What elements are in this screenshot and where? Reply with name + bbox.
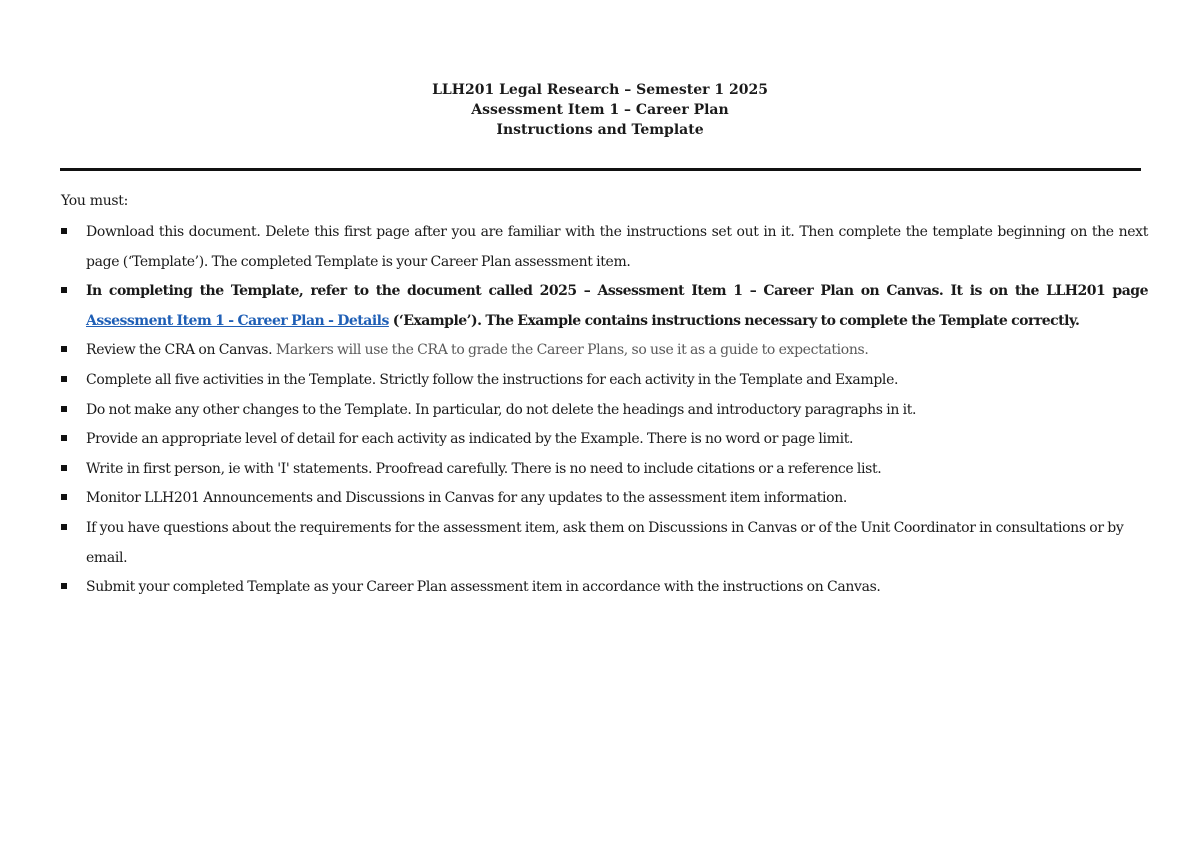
item-text: Provide an appropriate level of detail for each activity as indicated by the Example. There is no word or page limit.: [86, 431, 854, 448]
square-bullet-icon: [61, 346, 67, 352]
list-item: [60, 218, 1148, 277]
list-item: [60, 336, 1148, 366]
intro-text: You must:: [61, 193, 129, 209]
list-item: [60, 514, 1148, 573]
square-bullet-icon: [61, 465, 67, 471]
list-item: [60, 573, 1148, 603]
square-bullet-icon: [61, 228, 67, 234]
list-item: [60, 396, 1148, 426]
item-text: Do not make any other changes to the Template. In particular, do not delete the headings and introductory paragraphs in it.: [86, 401, 917, 418]
list-item: [60, 455, 1148, 485]
item-text: Write in first person, ie with 'I' statements. Proofread carefully. There is no need to include citations or a reference list.: [86, 460, 882, 477]
square-bullet-icon: [61, 494, 67, 500]
item-text: Monitor LLH201 Announcements and Discussions in Canvas for any updates to the assessment item information.: [86, 490, 848, 507]
item-text: Complete all five activities in the Template. Strictly follow the instructions for each activity in the Template and Example.: [86, 371, 899, 388]
list-item: [60, 484, 1148, 514]
list-item: [60, 366, 1148, 396]
square-bullet-icon: [61, 435, 67, 441]
item-text-muted: Markers will use the CRA to grade the Career Plans, so use it as a guide to expectations.: [275, 342, 869, 359]
item-text: Submit your completed Template as your Career Plan assessment item in accordance with the instructions on Canvas.: [86, 579, 881, 596]
item-text: If you have questions about the requirements for the assessment item, ask them on Discussions in Canvas or of the Unit Coordinator in consultations or by email.: [86, 519, 1124, 566]
square-bullet-icon: [61, 376, 67, 382]
square-bullet-icon: [61, 583, 67, 589]
assessment-details-link[interactable]: Assessment Item 1 - Career Plan - Details: [86, 312, 389, 329]
item-text: Review the CRA on Canvas.: [86, 342, 276, 359]
course-title: LLH201 Legal Research – Semester 1 2025: [432, 82, 768, 98]
instructions-list: [60, 218, 1148, 603]
header-divider: [60, 168, 1141, 171]
item-text: Download this document. Delete this first page after you are familiar with the instructions set out in it. Then complete the template beginning on the next page (‘Template’). The completed Template is your Career Plan assessment item.: [86, 224, 1148, 270]
square-bullet-icon: [61, 287, 67, 293]
list-item: [60, 277, 1148, 336]
list-item: [60, 425, 1148, 455]
item-text: In completing the Template, refer to the document called 2025 – Assessment Item 1 – Career Plan on Canvas. It is on the LLH201 page: [86, 283, 1148, 300]
square-bullet-icon: [61, 524, 67, 530]
item-text: (‘Example’). The Example contains instructions necessary to complete the Template correctly.: [388, 312, 1080, 329]
document-header: [0, 80, 1200, 140]
document-subtitle: Instructions and Template: [496, 122, 704, 138]
square-bullet-icon: [61, 406, 67, 412]
assessment-title: Assessment Item 1 – Career Plan: [471, 102, 729, 118]
